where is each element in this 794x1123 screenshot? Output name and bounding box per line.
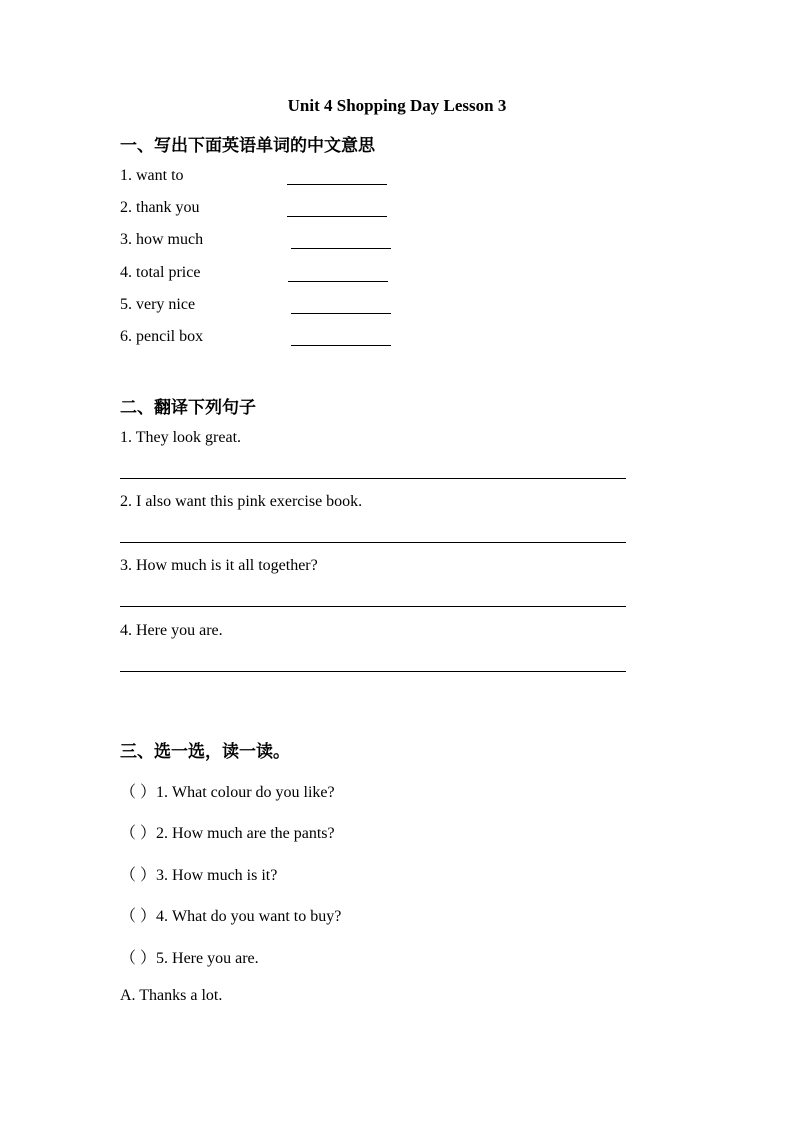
answer-line[interactable] (120, 671, 626, 672)
section3-heading: 三、选一选，读一读。 (120, 742, 290, 761)
choice-question: 4. What do you want to buy? (156, 908, 342, 925)
section2-heading: 二、翻译下列句子 (120, 398, 256, 417)
answer-blank[interactable] (287, 216, 387, 217)
choice-row (120, 820, 335, 843)
answer-line[interactable] (120, 606, 626, 607)
answer-bracket[interactable]: （ ） (120, 784, 157, 801)
vocab-item: 2. thank you (120, 199, 200, 216)
answer-bracket[interactable]: （ ） (120, 908, 157, 925)
choice-question: 5. Here you are. (156, 950, 259, 967)
answer-blank[interactable] (291, 313, 391, 314)
translate-item: 4. Here you are. (120, 622, 223, 639)
answer-line[interactable] (120, 542, 626, 543)
answer-blank[interactable] (287, 184, 387, 185)
choice-question: 1. What colour do you like? (156, 784, 335, 801)
answer-blank[interactable] (288, 281, 388, 282)
choice-row (120, 945, 259, 968)
answer-bracket[interactable]: （ ） (120, 867, 157, 884)
answer-line[interactable] (120, 478, 626, 479)
choice-question: 3. How much is it? (156, 867, 278, 884)
translate-item: 1. They look great. (120, 429, 242, 446)
answer-blank[interactable] (291, 248, 391, 249)
choice-row (120, 903, 341, 926)
page-title: Unit 4 Shopping Day Lesson 3 (287, 96, 507, 115)
vocab-item: 3. how much (120, 231, 204, 248)
vocab-item: 5. very nice (120, 296, 196, 313)
choice-question: 2. How much are the pants? (156, 825, 335, 842)
answer-option: A. Thanks a lot. (120, 987, 223, 1004)
translate-item: 2. I also want this pink exercise book. (120, 493, 363, 510)
answer-bracket[interactable]: （ ） (120, 950, 157, 967)
answer-bracket[interactable]: （ ） (120, 825, 157, 842)
answer-blank[interactable] (291, 345, 391, 346)
choice-row (120, 862, 277, 885)
translate-item: 3. How much is it all together? (120, 557, 318, 574)
choice-row (120, 779, 335, 802)
vocab-item: 4. total price (120, 264, 201, 281)
section1-heading: 一、写出下面英语单词的中文意思 (120, 136, 375, 155)
vocab-item: 6. pencil box (120, 328, 204, 345)
vocab-item: 1. want to (120, 167, 184, 184)
